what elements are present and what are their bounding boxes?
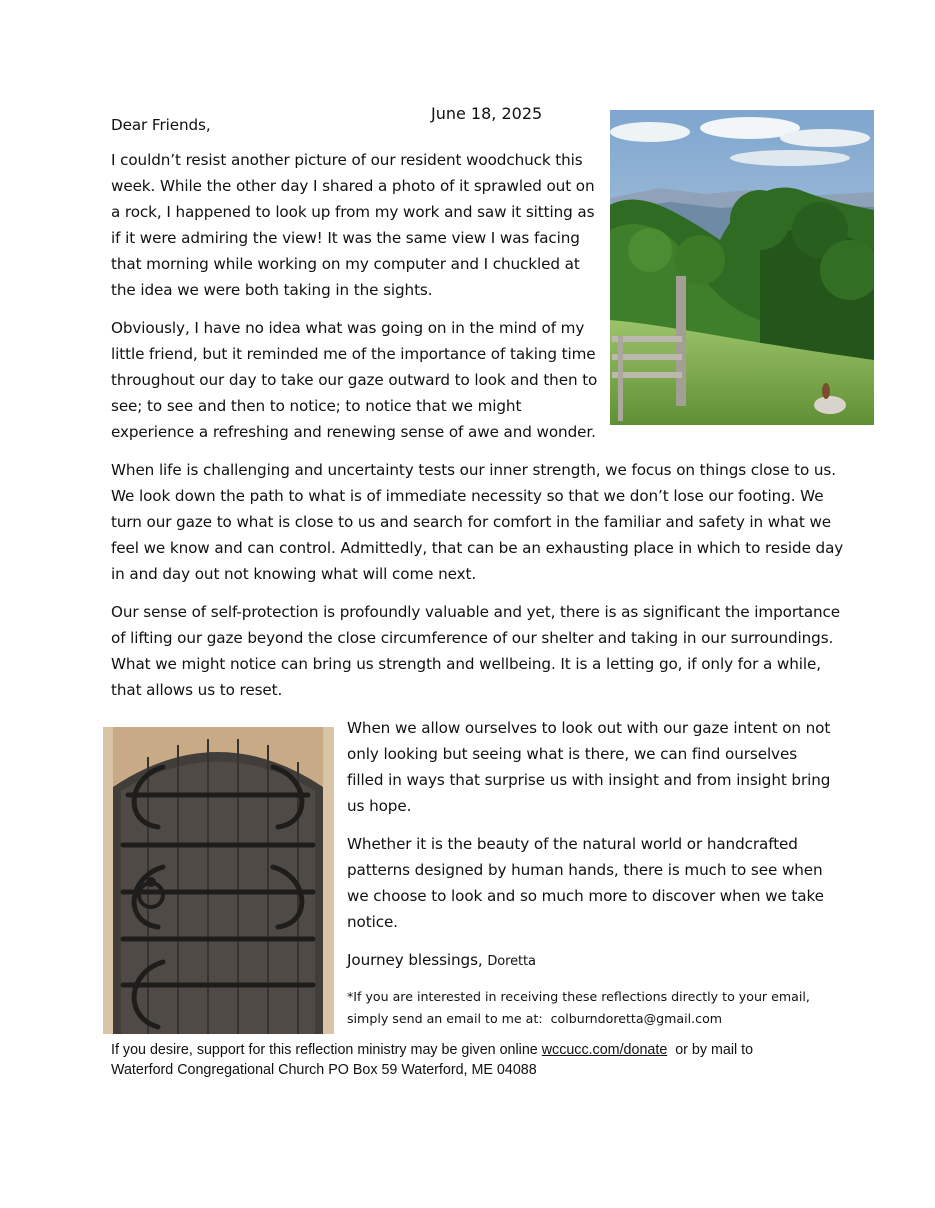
paragraph-1: I couldn’t resist another picture of our resident woodchuck this week. While the other day I shared a photo of it sprawled out on a rock, I happened to look up from my work and saw it sitting as if it were admiring the view! It was the same view I was facing that morning while working on my computer and I chuckled at the idea we were both taking in the sights.	[111, 151, 595, 299]
email-note-prefix: simply send an email to me at:	[347, 1011, 543, 1026]
signoff-closing: Journey blessings,	[347, 951, 483, 969]
paragraph-3: When life is challenging and uncertainty tests our inner strength, we focus on things close to us. We look down the path to what is of immediate necessity so that we don’t lose our footing. We turn our gaze to what is close to us and search for comfort in the familiar and safety in what we feel we know and can control. Admittedly, that can be an exhausting place in which to reside day in and day out not knowing what will come next.	[111, 461, 844, 583]
door-photo-icon	[103, 727, 334, 1034]
paragraph-5: When we allow ourselves to look out with our gaze intent on not only looking but seeing what is there, we can find ourselves filled in ways that surprise us with insight and from insight bring us hope.	[347, 719, 831, 815]
landscape-photo-icon	[610, 110, 874, 425]
letter-date: June 18, 2025	[431, 104, 543, 123]
paragraph-4: Our sense of self-protection is profoundly valuable and yet, there is as significant the importance of lifting our gaze beyond the close circumference of our shelter and taking in our surroundings. What we might notice can bring us strength and wellbeing. It is a letting go, if only for a while, that allows us to reset.	[111, 603, 841, 699]
donate-link[interactable]: wccucc.com/donate	[541, 1042, 668, 1058]
signoff	[347, 947, 536, 975]
email-address[interactable]: colburndoretta@gmail.com	[550, 1011, 723, 1026]
signoff-name: Doretta	[487, 954, 536, 969]
paragraph-2: Obviously, I have no idea what was going on in the mind of my little friend, but it reminded me of the importance of taking time throughout our day to take our gaze outward to look and then to see; to see and then to notice; to notice that we might experience a refreshing and renewing sense of awe and wonder.	[111, 319, 598, 441]
footer-suffix: or by mail to	[675, 1042, 754, 1058]
paragraph-6: Whether it is the beauty of the natural world or handcrafted patterns designed by human hands, there is much to see when we choose to look and so much more to discover when we take notice.	[347, 835, 824, 931]
door-photo	[103, 727, 334, 1034]
footer	[111, 1040, 851, 1080]
landscape-photo	[610, 110, 874, 425]
salutation: Dear Friends,	[111, 116, 211, 134]
email-note	[347, 986, 847, 1030]
email-note-line1: *If you are interested in receiving these reflections directly to your email,	[347, 989, 810, 1004]
footer-prefix: If you desire, support for this reflection ministry may be given online	[111, 1042, 538, 1058]
footer-address: Waterford Congregational Church PO Box 59 Waterford, ME 04088	[111, 1062, 537, 1078]
